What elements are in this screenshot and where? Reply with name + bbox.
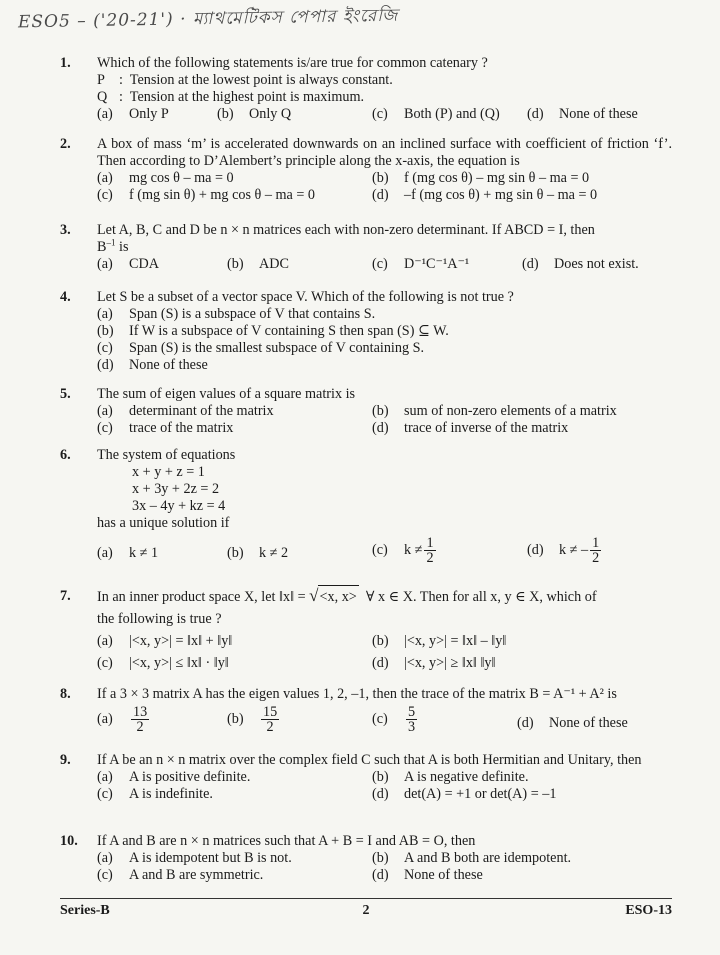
option-c: (c) A and B are symmetric.: [97, 867, 264, 883]
option-b: (b) ADC: [227, 256, 289, 272]
option-d: (d) –f (mg cos θ) + mg sin θ – ma = 0: [372, 187, 598, 203]
question-number: 5.: [60, 386, 71, 402]
handwritten-note: ESO5 – ('20-21') · ম্যাথমেটিকস পেপার ইংরেজি: [17, 5, 399, 33]
question-text-cont: has a unique solution if: [97, 515, 230, 531]
equation-2: x + 3y + 2z = 2: [132, 481, 220, 497]
question-text: Let A, B, C and D be n × n matrices each with non-zero determinant. If ABCD = I, then: [97, 222, 595, 238]
question-text: A box of mass ‘m’ is accelerated downwards on an inclined surface with coefficient of friction ‘f’. Then according to D’Alembert’s principle along the x-axis, the equation is: [97, 136, 672, 169]
question-5: [60, 386, 672, 437]
option-a: (a) A is idempotent but B is not.: [97, 850, 292, 866]
option-c: (c) A is indefinite.: [97, 786, 213, 802]
option-a: (a) Span (S) is a subspace of V that contains S.: [97, 306, 376, 322]
option-c: (c) |<x, y>| ≤ ‖x‖ · ‖y‖: [97, 655, 229, 671]
option-d: (d) det(A) = +1 or det(A) = –1: [372, 786, 557, 802]
option-c: (c) D⁻¹C⁻¹A⁻¹: [372, 256, 470, 272]
fraction: $\frac{5}{3}$: [408, 704, 416, 735]
option-b: (b) A and B both are idempotent.: [372, 850, 572, 866]
fraction: $\frac{1}{2}$: [592, 535, 600, 566]
options-row: [97, 850, 672, 867]
options-row: [97, 187, 672, 204]
question-text: The system of equations: [97, 447, 236, 463]
option-d: (d) None of these: [527, 106, 638, 122]
option-c: (c) k ≠ $\frac{1}{2}$: [372, 535, 434, 566]
option-a: (a) determinant of the matrix: [97, 403, 274, 419]
fraction: $\frac{1}{2}$: [426, 535, 434, 566]
footer-divider: [60, 898, 672, 899]
question-9: [60, 752, 672, 803]
option-b: (b) Only Q: [217, 106, 292, 122]
option-a: (a) Only P: [97, 106, 169, 122]
options-row: [97, 705, 672, 741]
options-row: [97, 630, 672, 652]
option-c: (c) trace of the matrix: [97, 420, 234, 436]
question-7: [60, 585, 672, 674]
question-number: 2.: [60, 136, 71, 152]
question-number: 6.: [60, 447, 71, 463]
option-d: (d) |<x, y>| ≥ ‖x‖ ‖y‖: [372, 655, 496, 671]
statement-p: P : Tension at the lowest point is always constant.: [97, 72, 393, 88]
question-number: 8.: [60, 686, 71, 702]
question-text: If A and B are n × n matrices such that A + B = I and AB = O, then: [97, 833, 476, 849]
question-1: [60, 55, 672, 123]
equation-3: 3x – 4y + kz = 4: [132, 498, 226, 514]
question-number: 7.: [60, 588, 71, 604]
option-b: (b) If W is a subspace of V containing S then span (S) ⊆ W.: [97, 323, 449, 339]
statement-q: Q : Tension at the highest point is maximum.: [97, 89, 365, 105]
option-c: (c) f (mg sin θ) + mg cos θ – ma = 0: [97, 187, 316, 203]
question-number: 3.: [60, 222, 71, 238]
fraction: $\frac{13}{2}$: [133, 704, 148, 735]
question-3: [60, 222, 672, 273]
question-6: [60, 447, 672, 570]
question-text: If a 3 × 3 matrix A has the eigen values 1, 2, –1, then the trace of the matrix B = A⁻¹ + A² is: [97, 686, 617, 702]
question-10: [60, 833, 672, 884]
option-d: (d) trace of inverse of the matrix: [372, 420, 569, 436]
option-c: (c) Both (P) and (Q): [372, 106, 500, 122]
options-row: [97, 536, 672, 570]
question-text: Which of the following statements is/are true for common catenary ?: [97, 55, 488, 71]
question-text: In an inner product space X, let ‖x‖ = √<x, x> ∀ x ∈ X. Then for all x, y ∈ X, which of: [97, 585, 672, 608]
options-row: [97, 170, 672, 187]
question-text: If A be an n × n matrix over the complex field C such that A is both Hermitian and Unitary, then: [97, 752, 642, 768]
fraction: $\frac{15}{2}$: [263, 704, 278, 735]
question-2: [60, 136, 672, 204]
option-a: (a) k ≠ 1: [97, 545, 159, 561]
option-b: (b) f (mg cos θ) – mg sin θ – ma = 0: [372, 170, 590, 186]
question-number: 10.: [60, 833, 78, 849]
page-footer: [60, 903, 672, 919]
page-number: 2: [362, 903, 370, 918]
option-d: (d) k ≠ – $\frac{1}{2}$: [527, 535, 600, 566]
question-number: 1.: [60, 55, 71, 71]
option-d: (d) None of these: [517, 715, 628, 731]
equation-1: x + y + z = 1: [132, 464, 205, 480]
option-b: (b) |<x, y>| = ‖x‖ – ‖y‖: [372, 633, 507, 649]
question-text-cont: the following is true ?: [97, 611, 222, 627]
question-4: [60, 289, 672, 374]
option-a: (a) $\frac{13}{2}$: [97, 704, 148, 735]
options-row: [97, 786, 672, 803]
question-text: Let S be a subset of a vector space V. Which of the following is not true ?: [97, 289, 514, 305]
option-b: (b) A is negative definite.: [372, 769, 529, 785]
option-a: (a) CDA: [97, 256, 159, 272]
option-b: (b) k ≠ 2: [227, 545, 289, 561]
options-row: [97, 403, 672, 420]
question-text: The sum of eigen values of a square matrix is: [97, 386, 356, 402]
option-b: (b) $\frac{15}{2}$: [227, 704, 278, 735]
option-a: (a) A is positive definite.: [97, 769, 251, 785]
option-c: (c) Span (S) is the smallest subspace of V containing S.: [97, 340, 425, 356]
paper-code: ESO-13: [625, 903, 672, 918]
question-text-cont: $B^{-1}$ is: [97, 237, 129, 255]
options-row: [97, 652, 672, 674]
option-a: (a) mg cos θ – ma = 0: [97, 170, 234, 186]
option-d: (d) None of these: [97, 357, 208, 373]
options-row: [97, 420, 672, 437]
question-number: 4.: [60, 289, 71, 305]
option-d: (d) Does not exist.: [522, 256, 639, 272]
options-row: [97, 769, 672, 786]
option-c: (c) $\frac{5}{3}$: [372, 704, 416, 735]
option-d: (d) None of these: [372, 867, 483, 883]
options-row: [97, 106, 672, 123]
options-row: [97, 256, 672, 273]
option-b: (b) sum of non-zero elements of a matrix: [372, 403, 617, 419]
options-row: [97, 867, 672, 884]
question-number: 9.: [60, 752, 71, 768]
series-label: Series-B: [60, 903, 110, 918]
question-8: [60, 686, 672, 741]
option-a: (a) |<x, y>| = ‖x‖ + ‖y‖: [97, 633, 233, 649]
